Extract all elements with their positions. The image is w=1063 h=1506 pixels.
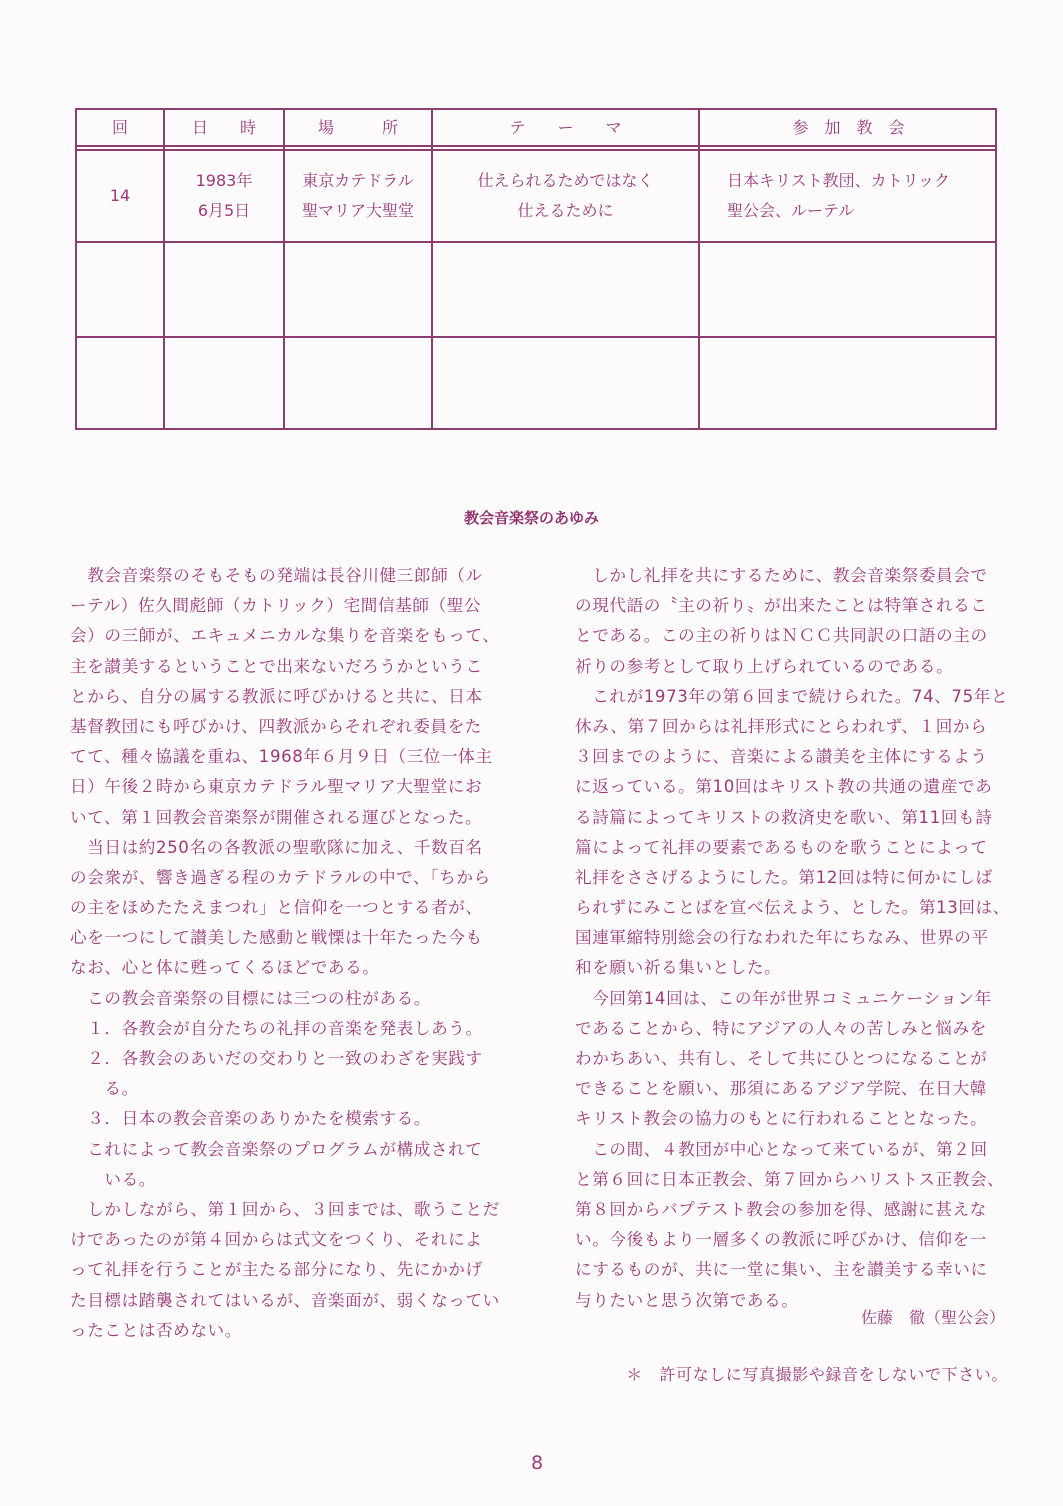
text-line: って礼拝を行うことが主たる部分になり、先にかかげ bbox=[70, 1260, 483, 1280]
text-line: 国連軍縮特別総会の行なわれた年にちなみ、世界の平 bbox=[575, 928, 989, 948]
text-line: 祈りの参考として取り上げられているのである。 bbox=[575, 656, 954, 676]
churches-cell bbox=[727, 150, 997, 241]
text-line: これによって教会音楽祭のプログラムが構成されて bbox=[70, 1139, 483, 1159]
text-line: この間、４教団が中心となって来ているが、第２回 bbox=[575, 1139, 988, 1159]
text-line: る詩篇によってキリストの救済史を歌い、第11回も詩 bbox=[575, 807, 993, 827]
recording-notice: ＊ 許可なしに写真撮影や録音をしないで下さい。 bbox=[626, 1365, 1008, 1384]
text-line: 会）の三師が、エキュメニカルな集りを音楽をもって、 bbox=[70, 626, 500, 646]
theme-line: 仕えられるためではなく bbox=[477, 170, 654, 190]
text-line: 第８回からバプテスト教会の参加を得、感謝に甚えな bbox=[575, 1199, 987, 1219]
text-line: いて、第１回教会音楽祭が開催される運びとなった。 bbox=[70, 807, 483, 827]
text-line: 礼拝をささげるようにした。第12回は特に何かにしば bbox=[575, 867, 993, 887]
text-line: にするものが、共に一堂に集い、主を讃美する幸いに bbox=[575, 1260, 988, 1280]
text-line: 休み、第７回からは礼拝形式にとらわれず、１回から bbox=[575, 716, 988, 736]
place-cell bbox=[285, 150, 431, 241]
text-line: いる。 bbox=[70, 1169, 156, 1189]
table-divider bbox=[77, 336, 995, 338]
text-line: ３．日本の教会音楽のありかたを模索する。 bbox=[70, 1109, 432, 1129]
author-signature: 佐藤 徹（聖公会） bbox=[860, 1308, 1005, 1327]
place-line: 東京カテドラル bbox=[302, 170, 414, 190]
text-line: この教会音楽祭の目標には三つの柱がある。 bbox=[70, 988, 432, 1008]
text-line: ーテル）佐久間彪師（カトリック）宅間信基師（聖公 bbox=[70, 596, 482, 616]
churches-line: 聖公会、ルーテル bbox=[727, 200, 855, 220]
text-line: 篇によって礼拝の要素であるものを歌うことによって bbox=[575, 837, 988, 857]
text-line: できることを願い、那須にあるアジア学院、在日大韓 bbox=[575, 1079, 987, 1099]
text-line: の現代語の〝主の祈り〟が出来たことは特筆されるこ bbox=[575, 596, 988, 616]
text-line: い。今後もより一層多くの教派に呼びかけ、信仰を一 bbox=[575, 1230, 987, 1250]
text-line: 与りたいと思う次第である。 bbox=[575, 1290, 799, 1310]
text-line: の主をほめたたえまつれ」と信仰を一つとする者が、 bbox=[70, 898, 483, 918]
churches-line: 日本キリスト教団、カトリック bbox=[727, 170, 951, 190]
text-line: 教会音楽祭のそもそもの発端は長谷川健三郎師（ル bbox=[70, 566, 483, 585]
text-line: であることから、特にアジアの人々の苦しみと悩みを bbox=[575, 1018, 987, 1038]
festival-history-table bbox=[75, 108, 997, 430]
text-line: た目標は踏襲されてはいるが、音楽面が、弱くなってい bbox=[70, 1290, 500, 1310]
page-number: 8 bbox=[531, 1452, 544, 1474]
text-line: しかし礼拝を共にするために、教会音楽祭委員会で bbox=[575, 566, 988, 585]
header-churches: 参 加 教 会 bbox=[792, 118, 905, 137]
table-divider bbox=[698, 110, 700, 428]
text-line: 日）午後２時から東京カテドラル聖マリア大聖堂にお bbox=[70, 777, 483, 797]
text-line: これが1973年の第６回まで続けられた。74、75年と bbox=[575, 686, 1009, 706]
text-line: ったことは否めない。 bbox=[70, 1320, 242, 1340]
text-line: 主を讃美するということで出来ないだろうかというこ bbox=[70, 656, 483, 676]
header-place: 場 所 bbox=[317, 118, 398, 137]
text-line: ２．各教会のあいだの交わりと一致のわざを実践す bbox=[70, 1049, 483, 1068]
text-line: ３回までのように、音楽による讃美を主体にするよう bbox=[575, 747, 988, 767]
header-date: 日 時 bbox=[191, 118, 256, 137]
text-line: 当日は約250名の各教派の聖歌隊に加え、千数百名 bbox=[70, 837, 483, 857]
text-line: けであったのが第４回からは式文をつくり、それによ bbox=[70, 1230, 483, 1250]
text-line: られずにみことばを宣べ伝えよう、とした。第13回は、 bbox=[575, 898, 1010, 918]
text-line: わかちあい、共有し、そして共にひとつになることが bbox=[575, 1049, 988, 1068]
header-round: 回 bbox=[111, 118, 128, 137]
text-line: と第６回に日本正教会、第７回からハリストス正教会、 bbox=[575, 1169, 1005, 1189]
article-left-column bbox=[70, 561, 500, 1346]
theme-cell bbox=[433, 150, 698, 241]
text-line: 基督教団にも呼びかけ、四教派からそれぞれ委員をた bbox=[70, 716, 482, 736]
table-divider bbox=[77, 241, 995, 243]
text-line: とである。この主の祈りはＮＣＣ共同訳の口語の主の bbox=[575, 626, 988, 646]
text-line: の会衆が、響き過ぎる程のカテドラルの中で、「ちから bbox=[70, 867, 491, 887]
text-line: しかしながら、第１回から、３回までは、歌うことだ bbox=[70, 1199, 500, 1219]
date-year: 1983年 bbox=[195, 170, 253, 190]
text-line: なお、心と体に甦ってくるほどである。 bbox=[70, 958, 380, 978]
date-cell bbox=[165, 150, 283, 241]
date-day: 6月5日 bbox=[197, 200, 251, 220]
text-line: に返っている。第10回はキリスト教の共通の遺産であ bbox=[575, 777, 993, 797]
article-title: 教会音楽祭のあゆみ bbox=[463, 509, 599, 527]
text-line: １．各教会が自分たちの礼拝の音楽を発表しあう。 bbox=[70, 1018, 483, 1038]
text-line: 心を一つにして讃美した感動と戦慄は十年たった今も bbox=[70, 928, 483, 948]
text-line: 和を願い祈る集いとした。 bbox=[575, 958, 782, 978]
text-line: 今回第14回は、この年が世界コミュニケーション年 bbox=[575, 988, 992, 1008]
theme-line: 仕えるために bbox=[517, 200, 614, 220]
place-line: 聖マリア大聖堂 bbox=[301, 200, 414, 220]
article-right-column bbox=[575, 561, 1010, 1316]
text-line: キリスト教会の協力のもとに行われることとなった。 bbox=[575, 1109, 988, 1129]
text-line: る。 bbox=[70, 1079, 139, 1099]
text-line: とから、自分の属する教派に呼びかけると共に、日本 bbox=[70, 686, 483, 706]
round-number: 14 bbox=[109, 185, 131, 205]
header-theme: テ ー マ bbox=[509, 118, 622, 137]
text-line: てて、種々協議を重ね、1968年６月９日（三位一体主 bbox=[70, 747, 493, 767]
